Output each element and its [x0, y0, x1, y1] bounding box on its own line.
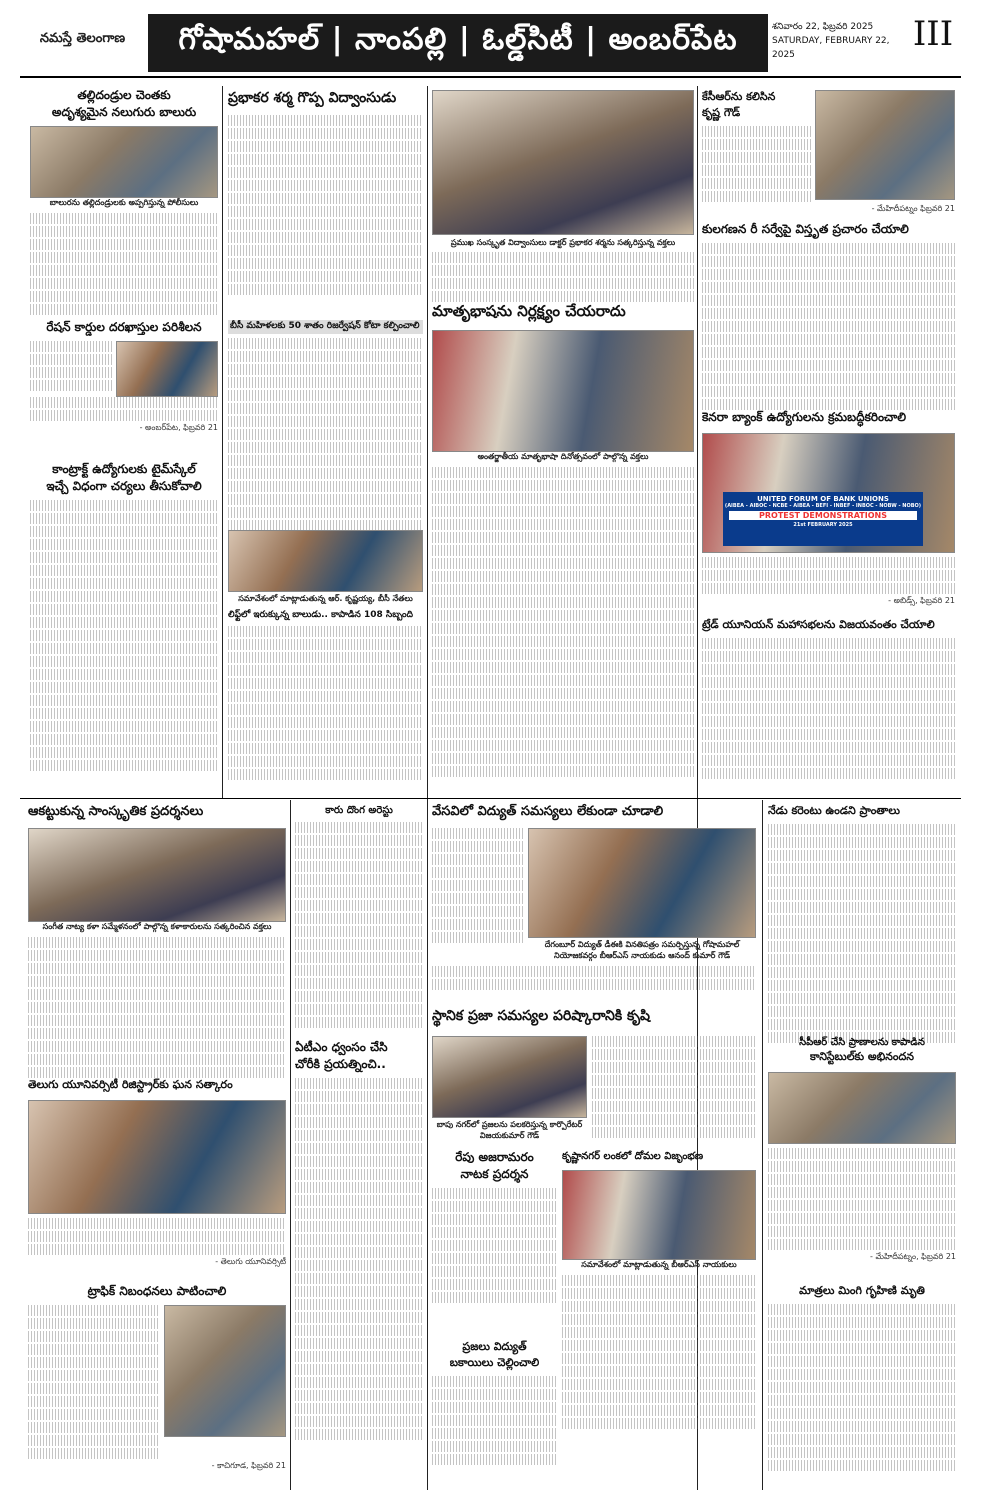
headline: స్థానిక ప్రజా సమస్యల పరిష్కారానికి కృషి	[432, 1008, 650, 1024]
photo-kcr	[815, 90, 955, 200]
photo	[30, 126, 218, 198]
column-divider	[290, 800, 291, 1490]
article-body	[228, 338, 423, 531]
photo	[432, 330, 694, 452]
article-body	[432, 1376, 557, 1465]
article-body	[432, 467, 694, 777]
article-bc-women-quota	[228, 320, 423, 533]
headline: కులగణన రీ సర్వేపై విస్తృత ప్రచారం చేయాలి	[702, 222, 909, 236]
article-atm-theft	[295, 1040, 423, 1442]
article-local-issues	[432, 1008, 756, 1027]
photo-caption: సమావేశంలో మాట్లాడుతున్న బీఆర్ఎస్ నాయకులు	[581, 1260, 737, 1269]
article-body	[228, 626, 423, 780]
section-rule	[20, 798, 961, 799]
photo-bc-meeting	[228, 530, 423, 592]
photo	[164, 1305, 286, 1437]
headline: ట్రాఫిక్ నిబంధనలు పాటించాలి	[87, 1284, 227, 1298]
headline: నేడు కరెంటు ఉండని ప్రాంతాలు	[768, 804, 900, 817]
subhead: కానిస్టేబుల్‌కు అభినందన	[810, 1050, 914, 1063]
banner-main: PROTEST DEMONSTRATIONS	[729, 511, 917, 520]
subhead: బకాయిలు చెల్లించాలి	[449, 1356, 540, 1369]
article-body	[592, 1036, 756, 1140]
photo-caption: సమావేశంలో మాట్లాడుతున్న ఆర్. కృష్ణయ్య, బీసీ నేతలు	[238, 594, 413, 603]
banner-subtitle: (AIBEA - AIBOC - NCBE - AIBEA - BEFI - INBEF - INBOC - NOBW - NOBO)	[724, 503, 922, 509]
masthead-rule	[20, 76, 961, 78]
masthead	[20, 14, 961, 72]
headline: ప్రభాకర శర్మ గొప్ప విద్వాంసుడు	[228, 90, 397, 106]
article-power-cuts	[768, 804, 956, 1045]
headline: మాత్రలు మింగి గృహిణి మృతి	[799, 1284, 925, 1297]
headline: బీసీ మహిళలకు 50 శాతం రిజర్వేషన్ కోటా కల్పించాలి	[228, 320, 423, 334]
photo-prabhakara-sharma	[432, 90, 694, 235]
article-trade-union	[702, 618, 955, 781]
article-body	[768, 1304, 956, 1471]
article-parents-reunion	[30, 88, 218, 317]
article-cultural-show	[28, 804, 286, 1080]
article-mother-tongue	[432, 302, 694, 779]
subhead: అదృశ్యమైన నలుగురు బాలురు	[51, 105, 197, 119]
column-divider	[222, 86, 223, 798]
article-body	[432, 1188, 557, 1303]
article-body	[30, 341, 112, 397]
photo-caption: ప్రముఖ సంస్కృత విద్వాంసులు డాక్టర్ ప్రభాకర శర్మను సత్కరిస్తున్న వక్తలు	[450, 238, 676, 247]
article-canara-bank	[702, 410, 955, 607]
headline: కారు దొంగ అరెస్టు	[325, 805, 393, 816]
column-divider	[762, 800, 763, 1490]
date-telugu: శనివారం 22, ఫిబ్రవరి 2025	[772, 22, 874, 32]
photo	[28, 828, 286, 922]
article-drama	[432, 1150, 557, 1305]
article-car-thief	[295, 804, 423, 1030]
article-caste-survey	[702, 222, 955, 412]
article-body	[702, 638, 955, 779]
photo-caption: బాలురను తల్లిదండ్రులకు అప్పగిస్తున్న పోలీసులు	[49, 198, 199, 207]
article-body	[562, 1275, 756, 1429]
headline: సీపీఆర్ చేసి ప్రాణాలను కాపాడిన	[799, 1037, 925, 1048]
article-body	[702, 243, 955, 410]
dateline-sign: - తెలుగు యూనివర్సిటీ	[215, 1257, 286, 1266]
photo-caption: సంగీత నాట్య కళా సమ్మేళనంలో పాల్గొన్న కళాకారులను సత్కరించిన వక్తలు	[42, 922, 272, 931]
headline: ఏటీఎం ధ్వంసం చేసి	[295, 1040, 388, 1054]
dateline-sign: - మేహిదీపట్నం ఫిబ్రవరి 21	[871, 204, 955, 213]
photo	[768, 1072, 956, 1144]
photo-caption: బాపు నగర్‌లో ప్రజలను పలకరిస్తున్న కార్పొరేటర్ విజయకుమార్ గౌడ్	[436, 1120, 583, 1140]
headline: రేషన్ కార్డుల దరఖాస్తుల పరిశీలన	[46, 320, 202, 334]
article-body	[30, 213, 218, 315]
date-english: SATURDAY, FEBRUARY 22, 2025	[772, 36, 890, 60]
dateline-sign: - కాచిగూడ, ఫిబ్రవరి 21	[211, 1461, 286, 1470]
article-body	[228, 115, 423, 295]
headline: మాతృభాషను నిర్లక్ష్యం చేయరాదు	[432, 302, 626, 320]
photo-caption: అంతర్జాతీయ మాతృభాషా దినోత్సవంలో పాల్గొన్న వక్తలు	[477, 452, 649, 461]
headline: కృష్ణానగర్ లంకలో దోమల విజృంభణ	[562, 1151, 704, 1162]
headline: లిఫ్ట్‌లో ఇరుక్కున్న బాలుడు.. కాపాడిన 108 సిబ్బంది	[228, 610, 413, 620]
article-power-dues	[432, 1340, 557, 1467]
newspaper-brand: నమస్తే తెలంగాణ	[39, 31, 126, 46]
article-body	[702, 126, 812, 202]
page-number: III	[912, 14, 954, 54]
photo-caption: దేగంబూర్ విద్యుత్ డీఈకి వినతిపత్రం సమర్పిస్తున్న గోషామహల్ నియోజకవర్గం బీఆర్ఎస్ నాయకుడు ఆనంద్ కుమార్ గౌడ్	[544, 940, 740, 960]
photo-power-petition	[528, 828, 756, 938]
headline: కేసీఆర్‌ను కలిసిన	[702, 90, 776, 103]
article-body	[28, 1305, 160, 1461]
article-body	[768, 1148, 956, 1250]
headline: ప్రజలు విద్యుత్	[462, 1340, 527, 1353]
photo	[28, 1100, 286, 1214]
article-body	[28, 937, 286, 1078]
banner-date: 21st FEBRUARY 2025	[793, 522, 853, 528]
dateline-sign: - మేహిదీపట్నం, ఫిబ్రవరి 21	[870, 1252, 956, 1261]
section-banner: గోషామహల్ | నాంపల్లి | ఓల్డ్‌సిటీ | అంబర్‌పేట	[148, 14, 768, 72]
article-housewife-death	[768, 1284, 956, 1473]
article-contract-employees	[30, 462, 218, 773]
article-body	[432, 252, 694, 304]
headline: తెలుగు యూనివర్సిటీ రిజిస్ట్రార్‌కు ఘన సత్కారం	[28, 1078, 233, 1091]
subhead: కృష్ణ గౌడ్	[702, 106, 741, 119]
article-summer-power	[432, 804, 694, 822]
dateline-sign: - అబిడ్స్, ఫిబ్రవరి 21	[888, 596, 955, 605]
article-body	[30, 397, 218, 421]
article-prabhakara-sharma	[228, 90, 423, 297]
column-divider	[427, 86, 428, 1490]
headline: ట్రేడ్ యూనియన్ మహాసభలను విజయవంతం చేయాలి	[702, 618, 935, 631]
photo-bapu-nagar	[432, 1036, 587, 1118]
subhead: ఇచ్చే విధంగా చర్యలు తీసుకోవాలి	[46, 479, 202, 493]
article-body	[295, 822, 423, 1028]
dateline	[772, 20, 912, 62]
headline: తల్లిదండ్రుల చెంతకు	[77, 88, 171, 102]
photo	[562, 1170, 756, 1260]
article-body	[28, 1218, 286, 1255]
article-kcr-meeting	[702, 90, 812, 204]
article-body	[432, 828, 524, 945]
article-body	[768, 824, 956, 1043]
headline: రేపు అజరామరం	[455, 1150, 534, 1164]
banner-title: UNITED FORUM OF BANK UNIONS	[757, 495, 889, 503]
subhead: చోరీకి ప్రయత్నించి..	[295, 1057, 386, 1071]
article-cpr-constable	[768, 1036, 956, 1263]
article-body	[295, 1078, 423, 1440]
article-body	[702, 557, 955, 594]
headline: కెనరా బ్యాంక్ ఉద్యోగులను క్రమబద్ధీకరించాలి	[702, 410, 907, 424]
article-body	[30, 500, 218, 771]
headline: వేసవిలో విద్యుత్ సమస్యలు లేకుండా చూడాలి	[432, 804, 664, 819]
photo-protest	[702, 433, 955, 553]
dateline-sign: - అంబర్‌పేట, ఫిబ్రవరి 21	[139, 423, 218, 432]
article-mosquitoes	[562, 1150, 756, 1431]
headline: కాంట్రాక్ట్ ఉద్యోగులకు టైమ్‌స్కేల్	[52, 462, 196, 476]
article-ration-cards	[30, 320, 218, 434]
article-body	[432, 966, 756, 992]
article-traffic-rules	[28, 1284, 286, 1472]
headline: ఆకట్టుకున్న సాంస్కృతిక ప్రదర్శనలు	[28, 804, 204, 819]
photo	[116, 341, 218, 397]
article-lift-rescue	[228, 610, 423, 782]
subhead: నాటక ప్రదర్శన	[460, 1167, 529, 1181]
article-registrar	[28, 1078, 286, 1268]
protest-banner	[723, 492, 923, 546]
